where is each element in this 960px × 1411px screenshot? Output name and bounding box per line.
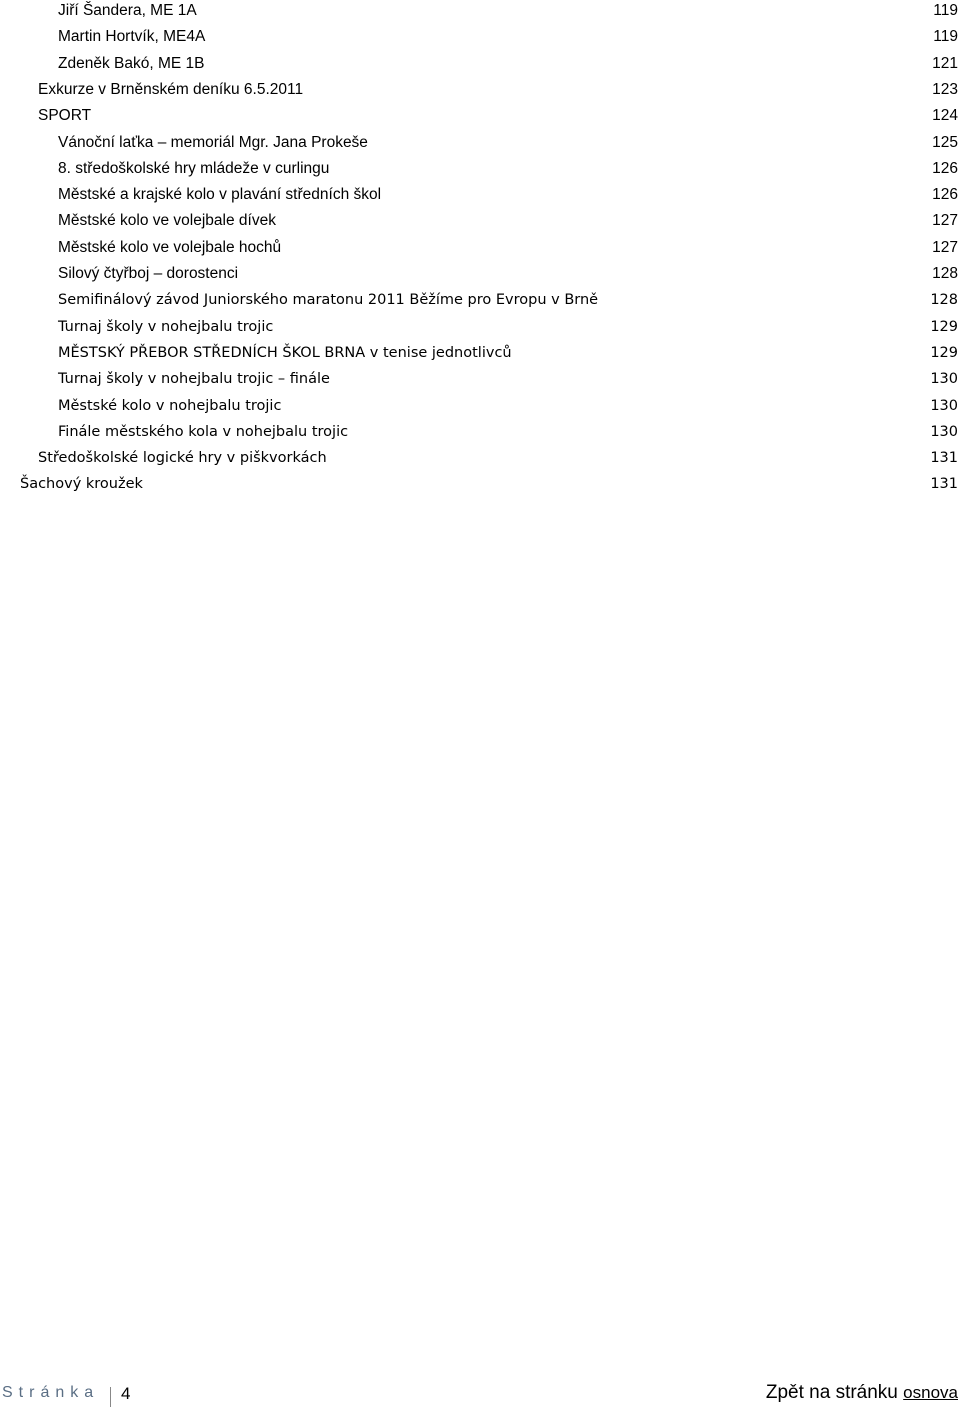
toc-entry-page: 125 bbox=[932, 133, 958, 151]
toc-entry-page: 130 bbox=[930, 423, 958, 440]
toc-entry-page: 121 bbox=[932, 54, 958, 72]
toc-entry[interactable] bbox=[58, 51, 958, 77]
toc-entry[interactable] bbox=[58, 366, 958, 392]
toc-entry-title: Turnaj školy v nohejbalu trojic – finále bbox=[58, 371, 330, 388]
toc-entry-title: Městské kolo ve volejbale dívek bbox=[58, 212, 276, 230]
toc-entry-title: Exkurze v Brněnském deníku 6.5.2011 bbox=[38, 80, 304, 98]
toc-entry-page: 127 bbox=[932, 238, 958, 256]
toc-entry-title: Zdeněk Bakó, ME 1B bbox=[58, 54, 205, 72]
back-to-outline bbox=[766, 1382, 958, 1404]
toc-entry-title: SPORT bbox=[38, 107, 92, 125]
toc-entry-page: 119 bbox=[933, 28, 958, 46]
toc-entry[interactable] bbox=[38, 103, 958, 129]
toc-entry-page: 123 bbox=[932, 80, 958, 98]
toc-entry-title: Finále městského kola v nohejbalu trojic bbox=[58, 423, 349, 440]
toc-entry[interactable] bbox=[58, 156, 958, 182]
toc-entry[interactable] bbox=[58, 419, 958, 445]
toc-entry[interactable] bbox=[58, 182, 958, 208]
toc-entry-page: 119 bbox=[933, 2, 958, 19]
toc-entry[interactable] bbox=[58, 314, 958, 340]
toc-entry-page: 124 bbox=[932, 107, 958, 125]
toc-entry[interactable] bbox=[58, 0, 958, 24]
toc-entry-page: 128 bbox=[930, 292, 958, 309]
toc-entry-page: 129 bbox=[930, 344, 958, 361]
toc-entry-title: Martin Hortvík, ME4A bbox=[58, 28, 206, 46]
toc-entry-page: 128 bbox=[932, 265, 958, 282]
toc-entry-title: MĚSTSKÝ PŘEBOR STŘEDNÍCH ŠKOL BRNA v tenise jednotlivců bbox=[58, 344, 512, 361]
toc-entry[interactable] bbox=[58, 393, 958, 419]
toc-entry[interactable] bbox=[58, 261, 958, 287]
toc-entry-page: 131 bbox=[930, 450, 958, 467]
toc-entry[interactable] bbox=[58, 340, 958, 366]
page-number: 4 bbox=[121, 1384, 131, 1403]
toc-entry[interactable] bbox=[38, 445, 958, 471]
toc-entry-title: Městské a krajské kolo v plavání středních škol bbox=[58, 186, 382, 204]
toc-entry[interactable] bbox=[58, 24, 958, 50]
toc-entry-title: Turnaj školy v nohejbalu trojic bbox=[58, 318, 274, 335]
toc-entry[interactable] bbox=[58, 235, 958, 261]
toc-entry-page: 130 bbox=[930, 397, 958, 414]
toc-entry-page: 129 bbox=[930, 318, 958, 335]
toc-entry-page: 130 bbox=[930, 371, 958, 388]
toc-entry[interactable] bbox=[38, 77, 958, 103]
toc-entry[interactable] bbox=[58, 287, 958, 313]
toc-entry-title: Vánoční laťka – memoriál Mgr. Jana Prokeše bbox=[58, 133, 368, 151]
toc-entry-page: 127 bbox=[932, 212, 958, 230]
toc-entry-title: Středoškolské logické hry v piškvorkách bbox=[38, 450, 327, 467]
toc-entry-title: Silový čtyřboj – dorostenci bbox=[58, 265, 239, 282]
toc-entry-page: 126 bbox=[932, 186, 958, 204]
toc-entry[interactable] bbox=[20, 471, 958, 497]
page-label: Stránka bbox=[2, 1384, 100, 1401]
footer-divider bbox=[110, 1387, 111, 1407]
toc-entry-title: Semifinálový závod Juniorského maratonu 2011 Běžíme pro Evropu v Brně bbox=[58, 292, 599, 309]
toc-entry-page: 131 bbox=[930, 476, 958, 493]
toc-entry-title: Jiří Šandera, ME 1A bbox=[58, 2, 197, 19]
toc-entry-title: Městské kolo v nohejbalu trojic bbox=[58, 397, 282, 414]
toc-entry-title: 8. středoškolské hry mládeže v curlingu bbox=[58, 159, 330, 177]
toc-entry-title: Šachový kroužek bbox=[20, 476, 143, 493]
toc-entry[interactable] bbox=[58, 130, 958, 156]
toc-entry-page: 126 bbox=[932, 159, 958, 177]
outline-link[interactable]: osnova bbox=[903, 1383, 958, 1402]
toc-entry-title: Městské kolo ve volejbale hochů bbox=[58, 238, 282, 256]
toc-entry[interactable] bbox=[58, 208, 958, 234]
page-footer bbox=[0, 1384, 960, 1410]
back-text: Zpět na stránku bbox=[765, 1382, 898, 1403]
